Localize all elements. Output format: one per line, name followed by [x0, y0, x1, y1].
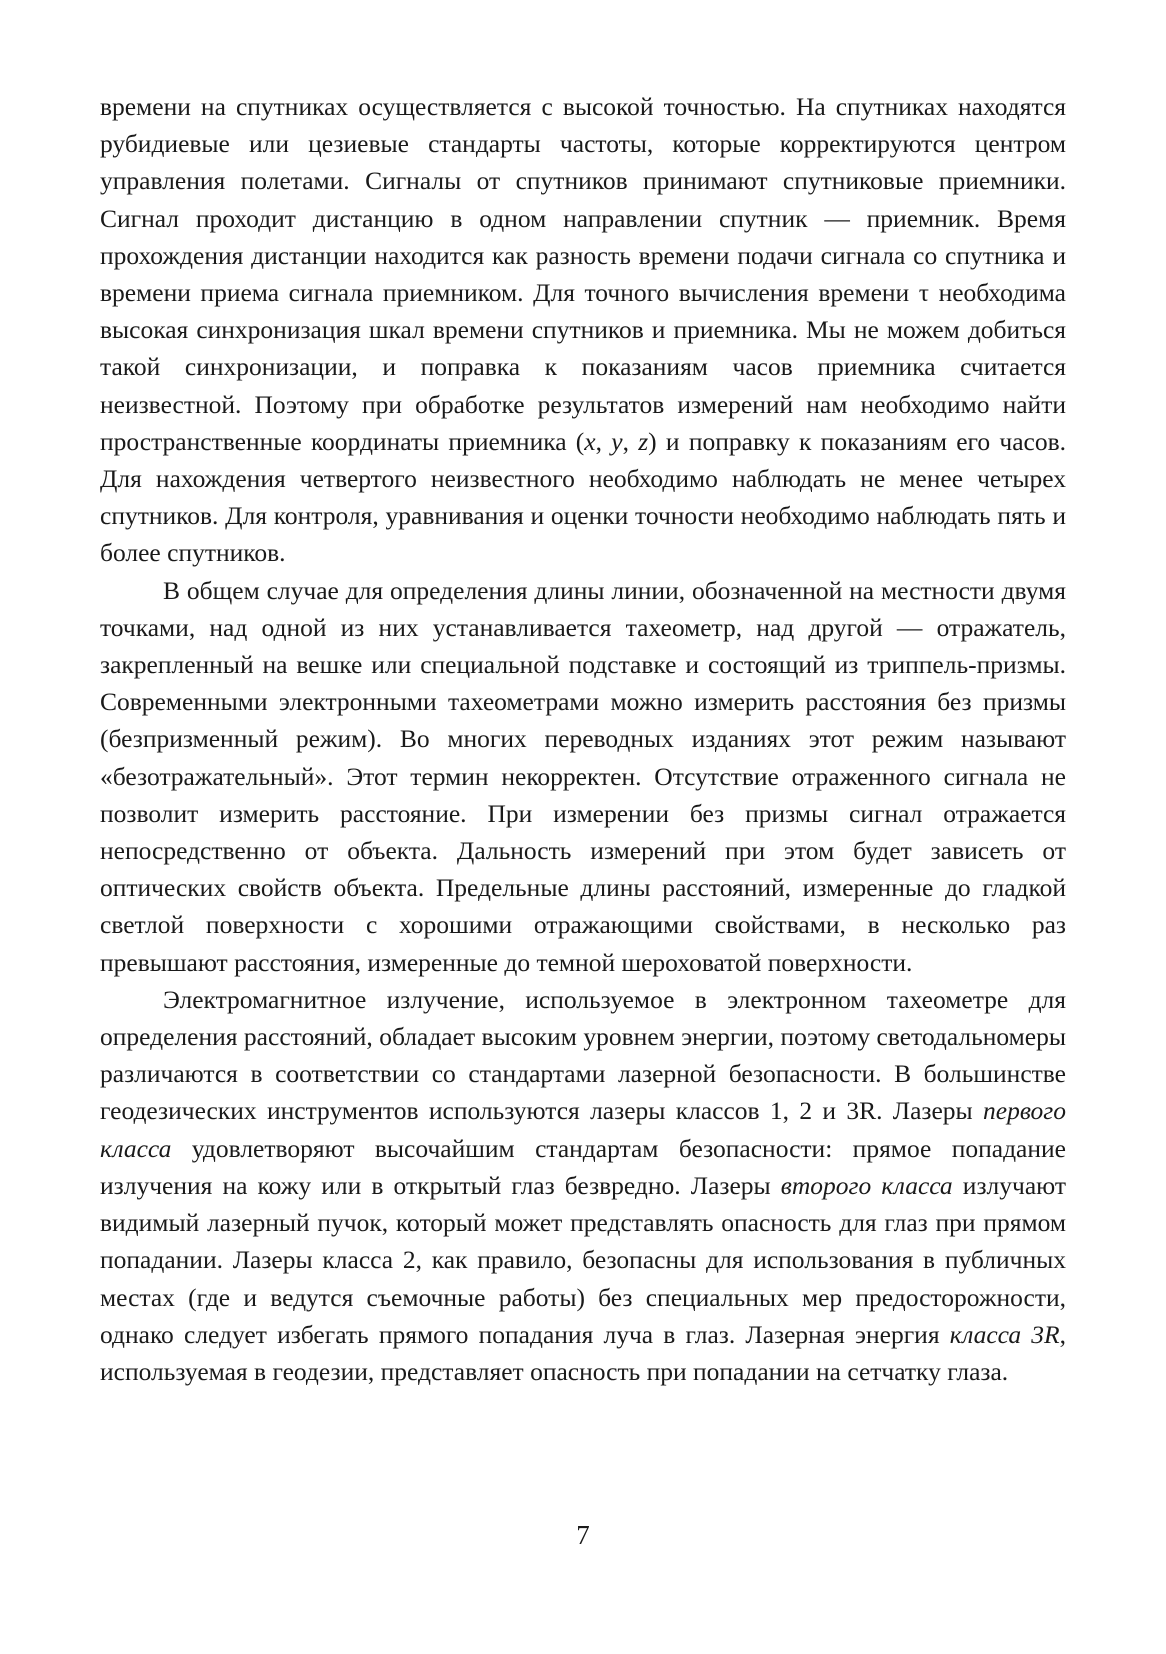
italic-text-run: y [611, 426, 623, 456]
italic-text-run: второго класса [780, 1170, 953, 1200]
text-run: удовлетворяют высочайшим стандартам безопасности: прямое попадание излучения на кожу или в открытый глаз безвредно. Лазеры [100, 1133, 1066, 1200]
paragraph-gnss-timing [100, 88, 1066, 572]
italic-text-run: класса 3R [949, 1319, 1060, 1349]
page-number: 7 [576, 1520, 590, 1550]
text-run: Электромагнитное излучение, используемое в электронном тахеометре для определения расстояний, обладает высоким уровнем энергии, поэтому светодальномеры различаются в соответствии со стандартами лазерной безопасности. В большинстве геодезических инструментов используются лазеры классов 1, 2 и 3R. Лазеры [100, 984, 1066, 1126]
text-run: , [595, 426, 612, 456]
text-run: , используемая в геодезии, представляет опасность при попадании на сетчатку глаза. [100, 1319, 1066, 1386]
paragraph-distance-measurement [100, 572, 1066, 981]
text-run: В общем случае для определения длины линии, обозначенной на местности двумя точками, над одной из них устанавливается тахеометр, над другой — отражатель, закрепленный на вешке или специальной подставке и состоящий из триппель-призмы. Современными электронными тахеометрами можно измерить расстояния без призмы (безпризменный режим). Во многих переводных изданиях этот режим называют «безотражательный». Этот термин некорректен. Отсутствие отраженного сигнала не позволит измерить расстояние. При измерении без призмы сигнал отражается непосредственно от объекта. Дальность измерений при этом будет зависеть от оптических свойств объекта. Предельные длины расстояний, измеренные до гладкой светлой поверхности с хорошими отражающими свойствами, в несколько раз превышают расстояния, измеренные до темной шероховатой поверхности. [100, 575, 1066, 977]
text-run: излучают видимый лазерный пучок, который может представлять опасность для глаз при прямом попадании. Лазеры класса 2, как правило, безопасны для использования в публичных местах (где и ведутся съемочные работы) без специальных мер предосторожности, однако следует избегать прямого попадания луча в глаз. Лазерная энергия [100, 1170, 1066, 1349]
italic-text-run: x [584, 426, 596, 456]
text-run: времени на спутниках осуществляется с высокой точностью. На спутниках находятся рубидиевые или цезиевые стандарты частоты, которые корректируются центром управления полетами. Сигналы от спутников принимают спутниковые приемники. Сигнал проходит дистанцию в одном направлении спутник — приемник. Время прохождения дистанции находится как разность времени подачи сигнала со спутника и времени приема сигнала приемником. Для точного вычисления времени τ необходима высокая синхронизация шкал времени спутников и приемника. Мы не можем добиться такой синхронизации, и поправка к показаниям часов приемника считается неизвестной. Поэтому при обработке результатов измерений нам необходимо найти пространственные координаты приемника ( [100, 92, 1066, 456]
italic-text-run: первого класса [100, 1096, 1066, 1163]
italic-text-run: z [638, 426, 649, 456]
text-run: ) и поправку к показаниям его часов. Для нахождения четвертого неизвестного необходимо наблюдать не менее четырех спутников. Для контроля, уравнивания и оценки точности необходимо наблюдать пять и более спутников. [100, 426, 1066, 568]
page-body [100, 88, 1066, 1390]
text-run: , [622, 426, 639, 456]
paragraph-laser-safety [100, 981, 1066, 1390]
